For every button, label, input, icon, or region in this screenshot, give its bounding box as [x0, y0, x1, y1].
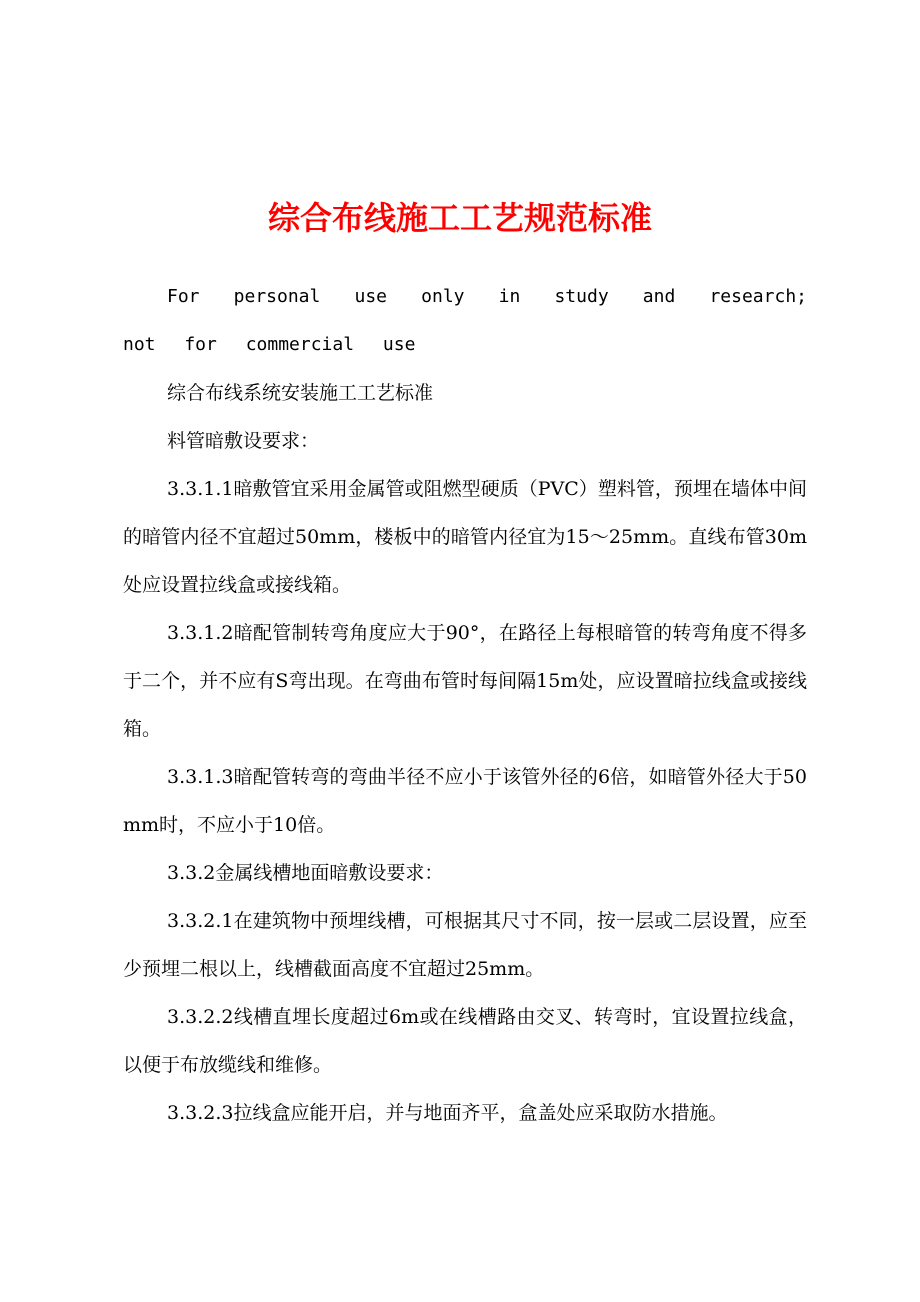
clause-3-3-2-3: 3.3.2.3拉线盒应能开启，并与地面齐平，盒盖处应采取防水措施。 — [167, 1102, 728, 1124]
section-heading: 综合布线系统安装施工工艺标准 — [167, 382, 434, 404]
clause-3-3-2-2: 3.3.2.2线槽直埋长度超过6m或在线槽路由交叉、转弯时，宜设置拉线盒，以便于布放缆线和维修。 — [123, 1006, 807, 1076]
disclaimer-paragraph: For personal use only in study and research; not for commercial use — [123, 286, 807, 355]
subsection-heading-3-3-2: 3.3.2金属线槽地面暗敷设要求： — [167, 862, 444, 884]
document-title: 综合布线施工工艺规范标准 — [267, 199, 652, 237]
clause-3-3-1-2: 3.3.1.2暗配管制转弯角度应大于90°，在路径上每根暗管的转弯角度不得多于二个，并不应有S弯出现。在弯曲布管时每间隔15m处，应设置暗拉线盒或接线箱。 — [123, 622, 807, 740]
clause-3-3-1-1: 3.3.1.1暗敷管宜采用金属管或阻燃型硬质（PVC）塑料管，预埋在墙体中间的暗管内径不宜超过50mm，楼板中的暗管内径宜为15～25mm。直线布管30m处应设置拉线盒或接线箱。 — [123, 478, 807, 596]
clause-3-3-2-1: 3.3.2.1在建筑物中预埋线槽，可根据其尺寸不同，按一层或二层设置，应至少预埋二根以上，线槽截面高度不宜超过25mm。 — [123, 910, 807, 980]
document-body — [123, 273, 807, 1137]
clause-3-3-1-3: 3.3.1.3暗配管转弯的弯曲半径不应小于该管外径的6倍，如暗管外径大于50mm时，不应小于10倍。 — [123, 766, 807, 836]
subsection-heading: 料管暗敷设要求： — [167, 430, 320, 452]
